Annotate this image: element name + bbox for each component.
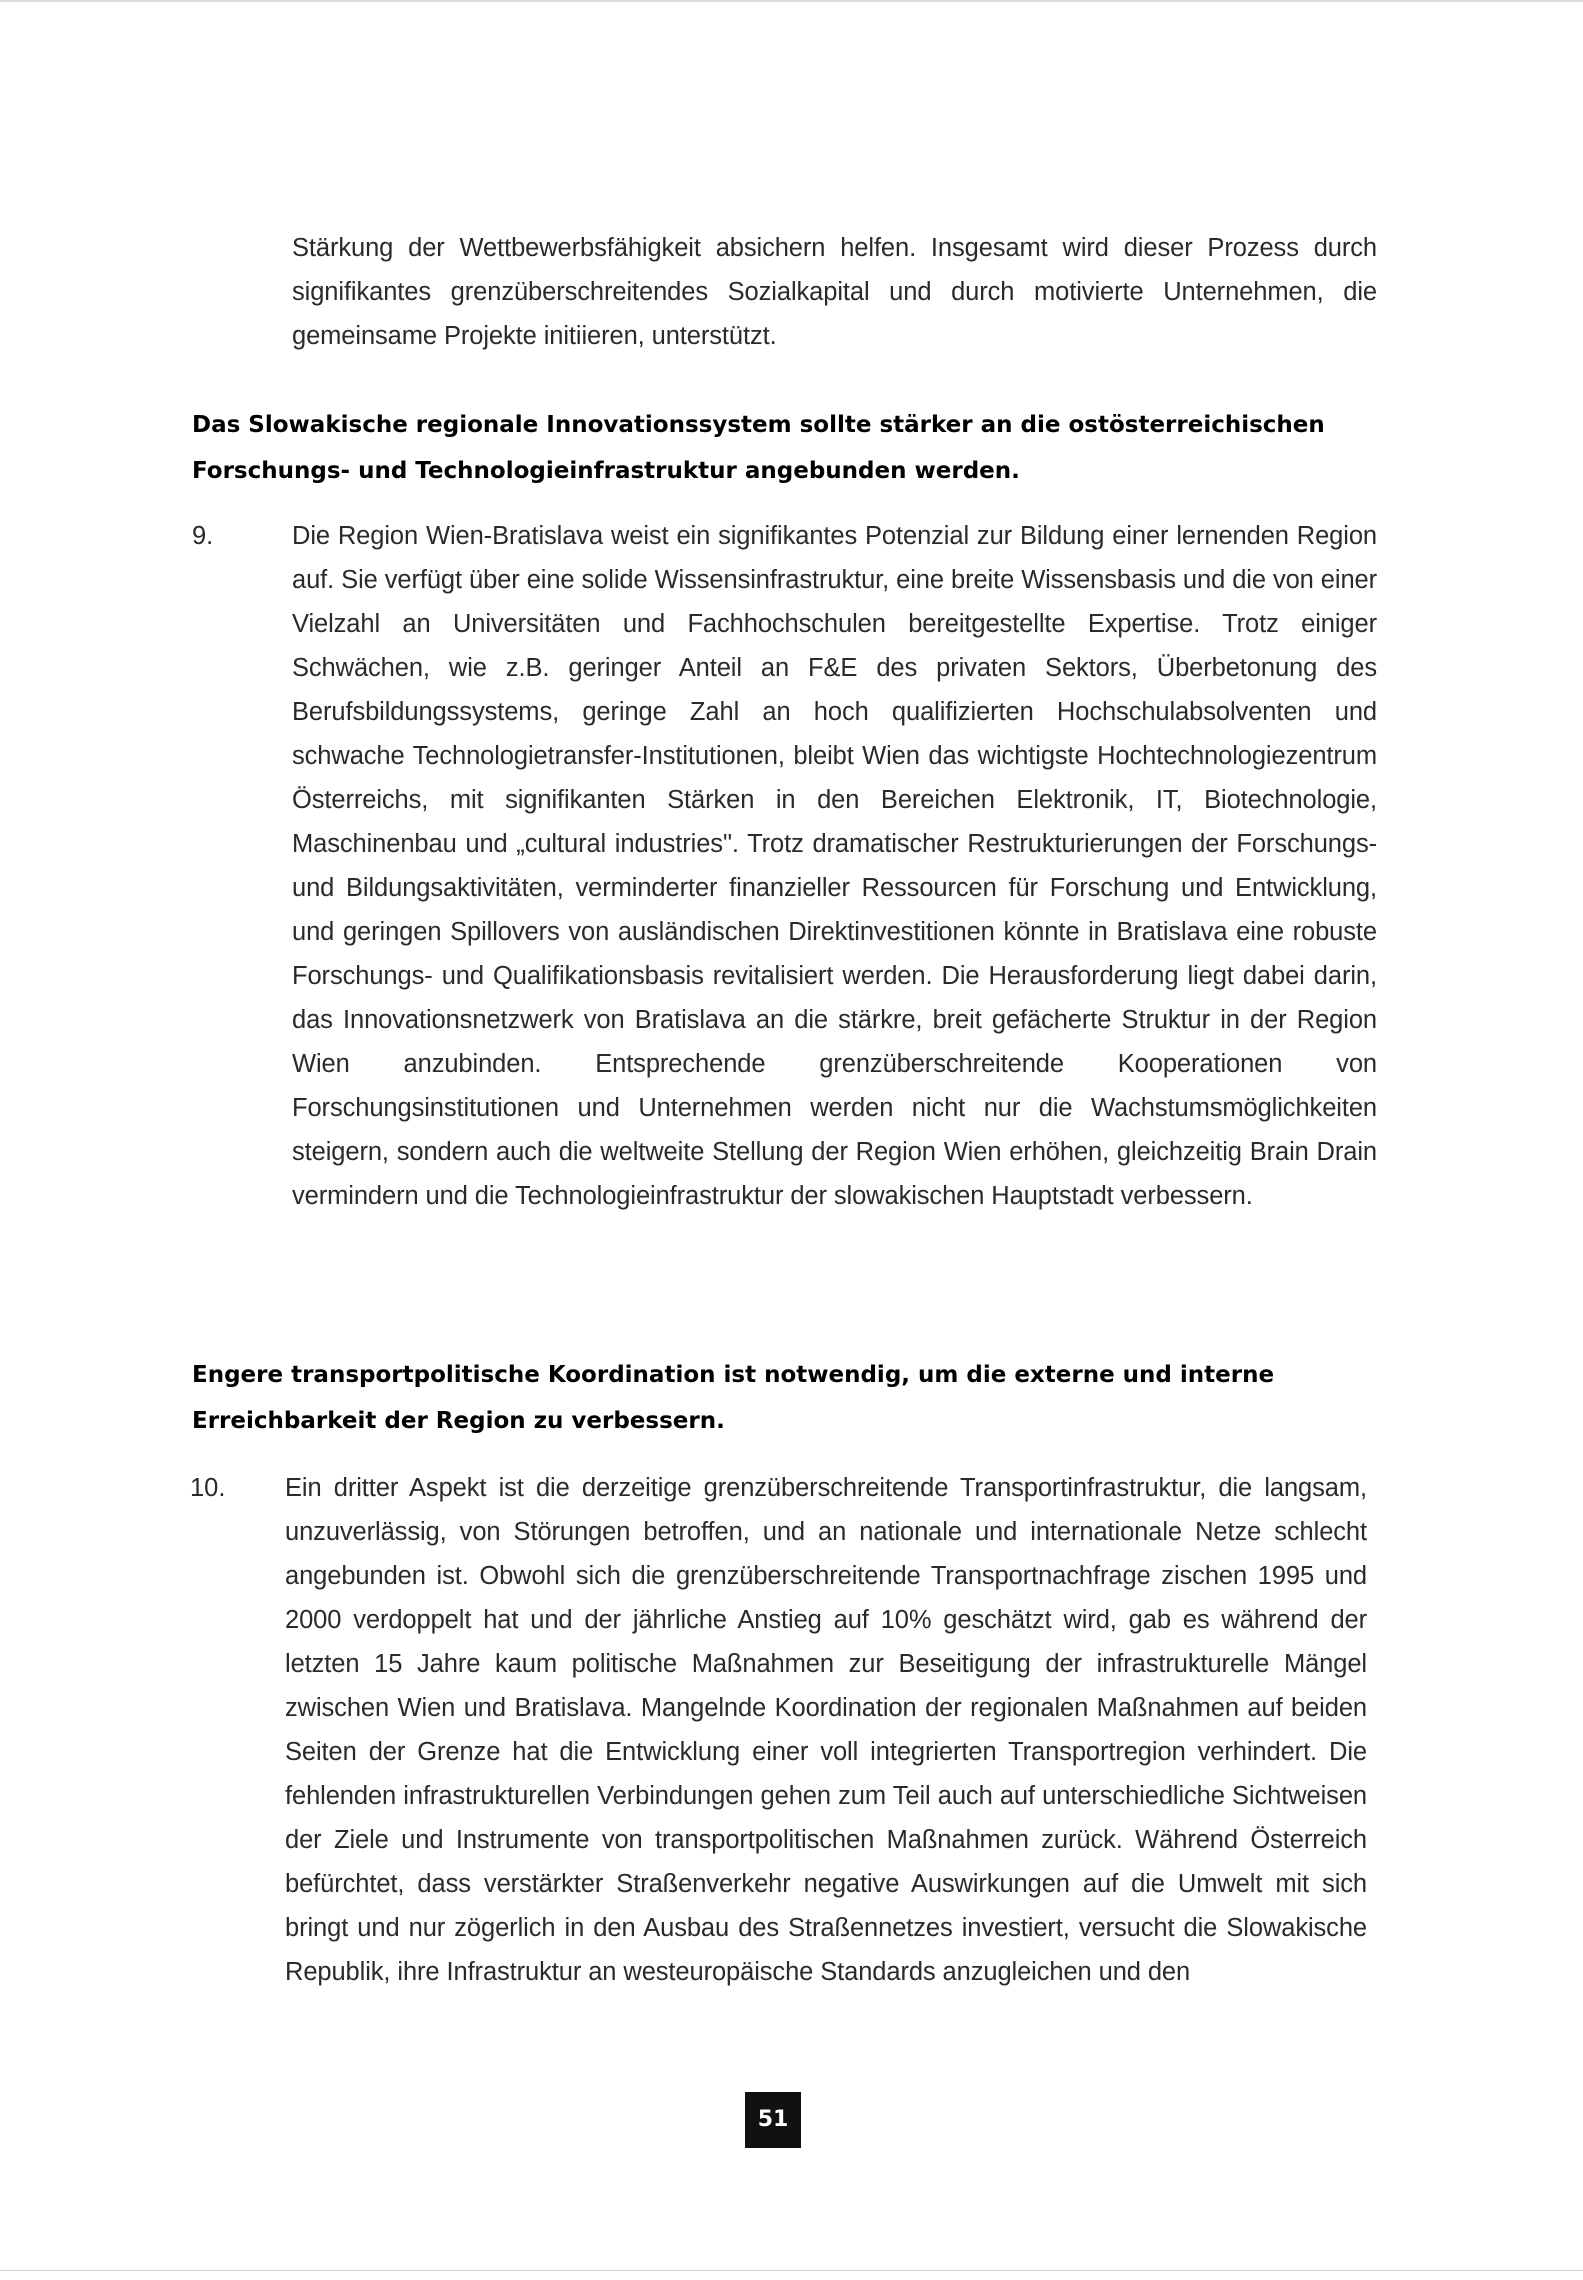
section-heading-transport: Engere transportpolitische Koordination ist notwendig, um die externe und interne Erreichbarkeit der Region zu verbessern. <box>192 1362 1275 1434</box>
paragraph-number-9: 9. <box>192 522 214 550</box>
paragraph-9-text: Die Region Wien-Bratislava weist ein signifikantes Potenzial zur Bildung einer lernenden Region auf. Sie verfügt über eine solide Wissensinfrastruktur, eine breite Wissensbasis und die von einer Vielzahl an Universitäten und Fachhochschulen bereitgestellte Expertise. Trotz einiger Schwächen, wie z.B. geringer Anteil an F&E des privaten Sektors, Überbetonung des Berufsbildungssystems, geringe Zahl an hoch qualifizierten Hochschulabsolventen und schwache Technologietransfer-Institutionen, bleibt Wien das wichtigste Hochtechnologiezentrum Österreichs, mit signifikanten Stärken in den Bereichen Elektronik, IT, Biotechnologie, Maschinenbau und „cultural industries". Trotz dramatischer Restrukturierungen der Forschungs- und Bildungsaktivitäten, verminderter finanzieller Ressourcen für Forschung und Entwicklung, und geringen Spillovers von ausländischen Direktinvestitionen könnte in Bratislava eine robuste Forschungs- und Qualifikationsbasis revitalisiert werden. Die Herausforderung liegt dabei darin, das Innovationsnetzwerk von Bratislava an die stärkre, breit gefächerte Struktur in der Region Wien anzubinden. Entsprechende grenzüberschreitende Kooperationen von Forschungsinstitutionen und Unternehmen werden nicht nur die Wachstumsmöglichkeiten steigern, sondern auch die weltweite Stellung der Region Wien erhöhen, gleichzeitig Brain Drain vermindern und die Technologieinfrastruktur der slowakischen Hauptstadt verbessern. <box>292 522 1377 1210</box>
paragraph-number-10: 10. <box>190 1474 226 1502</box>
section-heading-innovation: Das Slowakische regionale Innovationssystem sollte stärker an die ostösterreichischen Forschungs- und Technologieinfrastruktur angebunden werden. <box>192 412 1325 484</box>
scan-bottom-edge <box>0 2270 1583 2271</box>
page-number: 51 <box>745 2092 801 2148</box>
scan-top-edge <box>0 0 1583 2</box>
paragraph-10-text: Ein dritter Aspekt ist die derzeitige grenzüberschreitende Transportinfrastruktur, die langsam, unzuverlässig, von Störungen betroffen, und an nationale und internationale Netze schlecht angebunden ist. Obwohl sich die grenzüberschreitende Transportnachfrage zischen 1995 und 2000 verdoppelt hat und der jährliche Anstieg auf 10% geschätzt wird, gab es während der letzten 15 Jahre kaum politische Maßnahmen zur Beseitigung der infrastrukturelle Mängel zwischen Wien und Bratislava. Mangelnde Koordination der regionalen Maßnahmen auf beiden Seiten der Grenze hat die Entwicklung einer voll integrierten Transportregion verhindert. Die fehlenden infrastrukturellen Verbindungen gehen zum Teil auch auf unterschiedliche Sichtweisen der Ziele und Instrumente von transportpolitischen Maßnahmen zurück. Während Österreich befürchtet, dass verstärkter Straßenverkehr negative Auswirkungen auf die Umwelt mit sich bringt und nur zögerlich in den Ausbau des Straßennetzes investiert, versucht die Slowakische Republik, ihre Infrastruktur an westeuropäische Standards anzugleichen und den <box>285 1474 1367 1986</box>
intro-paragraph: Stärkung der Wettbewerbsfähigkeit absichern helfen. Insgesamt wird dieser Prozess durch signifikantes grenzüberschreitendes Sozialkapital und durch motivierte Unternehmen, die gemeinsame Projekte initiieren, unterstützt. <box>292 234 1377 350</box>
